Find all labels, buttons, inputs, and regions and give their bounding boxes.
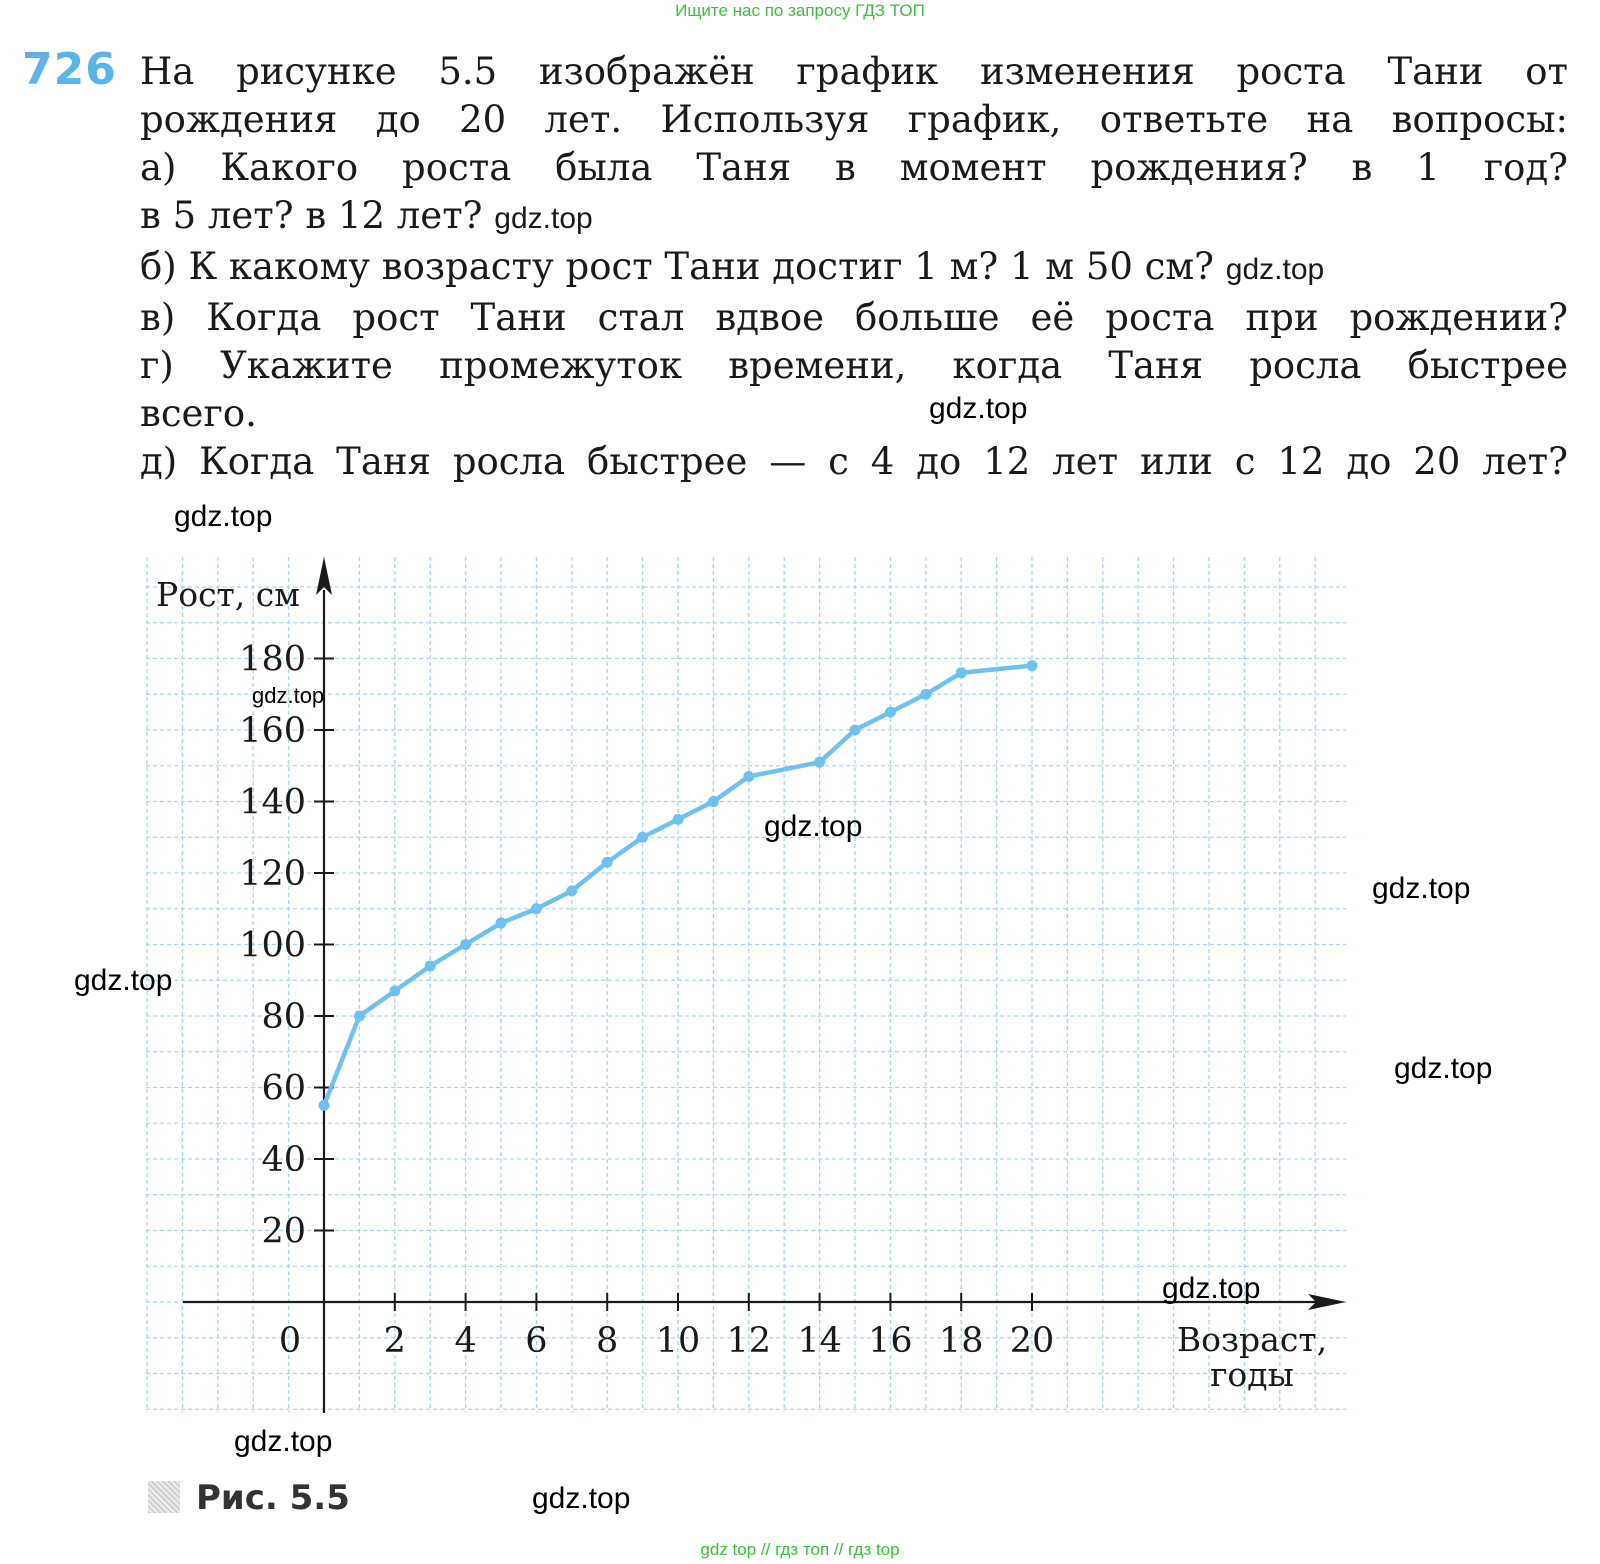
y-tick-label: 40 <box>261 1140 306 1180</box>
x-tick-label: 4 <box>454 1321 477 1361</box>
data-point <box>602 857 613 868</box>
y-axis-arrow <box>316 557 332 595</box>
x-axis-title-line-2: годы <box>1210 1355 1294 1394</box>
x-axis-title-line-1: Возраст, <box>1176 1320 1328 1359</box>
x-tick-label: 6 <box>525 1321 548 1361</box>
watermark: gdz.top <box>1162 1272 1261 1305</box>
x-tick-label: 18 <box>938 1321 984 1361</box>
watermark: gdz.top <box>1225 253 1325 286</box>
x-tick-label: 10 <box>655 1321 701 1361</box>
caption-marker <box>148 1481 180 1513</box>
data-point <box>673 814 684 825</box>
chart-labels <box>156 575 1327 1394</box>
watermark: gdz.top <box>174 500 273 533</box>
task-line: На рисунке 5.5 изображён график изменения роста Тани от <box>140 50 1568 93</box>
y-axis-title: Рост, см <box>156 575 300 614</box>
data-point <box>319 1100 330 1111</box>
x-tick-label: 2 <box>383 1321 406 1361</box>
y-tick-label: 140 <box>239 782 306 823</box>
data-point <box>425 960 436 971</box>
data-point <box>885 707 896 718</box>
watermark: gdz.top <box>764 810 863 843</box>
chart-ticks <box>239 640 1054 1362</box>
task-line: д) Когда Таня росла быстрее — с 4 до 12 лет или с 12 до 20 лет? <box>140 440 1568 483</box>
y-tick-label: 120 <box>239 854 306 894</box>
figure-caption-text: Рис. 5.5 <box>196 1478 350 1518</box>
figure-caption <box>148 1478 350 1518</box>
task-line: рождения до 20 лет. Используя график, ответьте на вопросы: <box>140 98 1568 141</box>
data-point <box>708 796 719 807</box>
x-tick-label: 8 <box>596 1321 619 1361</box>
y-tick-label: 20 <box>261 1211 306 1252</box>
series-line <box>324 666 1032 1106</box>
y-tick-label: 180 <box>239 639 306 680</box>
watermark: gdz.top <box>1372 872 1471 905</box>
task-line: а) Какого роста была Таня в момент рождения? в 1 год? <box>140 146 1568 189</box>
y-tick-label: 100 <box>239 925 306 966</box>
watermark: gdz.top <box>234 1425 333 1458</box>
top-banner: Ищите нас по запросу ГДЗ ТОП <box>675 1 925 20</box>
task-line: б) К какому возрасту рост Тани достиг 1 м? 1 м 50 см? <box>140 245 1215 288</box>
x-tick-label: 14 <box>797 1321 842 1361</box>
watermark: gdz.top <box>929 392 1028 425</box>
watermark: gdz.top <box>252 683 325 708</box>
data-point <box>566 885 577 896</box>
task-number: 726 <box>22 44 117 95</box>
watermark: gdz.top <box>1394 1052 1493 1085</box>
y-tick-label: 60 <box>261 1068 306 1109</box>
data-point <box>814 757 825 768</box>
x-tick-label: 20 <box>1009 1321 1055 1361</box>
data-point <box>354 1011 365 1022</box>
data-point <box>743 771 754 782</box>
data-point <box>920 689 931 700</box>
watermark: gdz.top <box>494 202 593 235</box>
data-point <box>496 918 507 929</box>
y-tick-label: 80 <box>261 997 306 1037</box>
y-tick-label: 160 <box>239 711 306 751</box>
x-tick-label: 12 <box>726 1321 772 1361</box>
watermark: gdz.top <box>532 1482 631 1515</box>
data-point <box>1027 660 1038 671</box>
data-point <box>956 667 967 678</box>
task-line: всего. <box>140 392 257 435</box>
task-line: в) Когда рост Тани стал вдвое больше её роста при рождении? <box>140 296 1568 339</box>
watermark: gdz.top <box>74 964 173 997</box>
bottom-footer: gdz top // гдз топ // гдз top <box>700 1540 900 1559</box>
data-point <box>637 832 648 843</box>
x-tick-label: 16 <box>868 1321 913 1361</box>
x-origin-label: 0 <box>278 1321 302 1361</box>
task-line: в 5 лет? в 12 лет? <box>140 194 483 237</box>
data-point <box>389 985 400 996</box>
task-line: г) Укажите промежуток времени, когда Таня росла быстрее <box>140 344 1568 387</box>
data-point <box>460 939 471 950</box>
data-point <box>850 725 861 736</box>
data-point <box>531 903 542 914</box>
